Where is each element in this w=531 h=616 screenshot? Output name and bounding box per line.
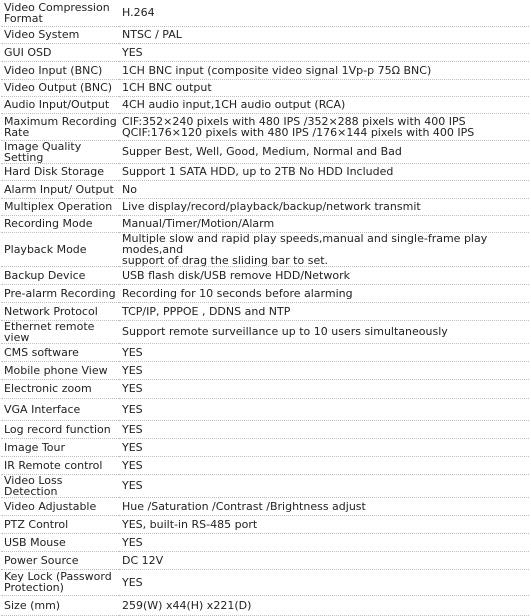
spec-value: Support remote surveillance up to 10 users simultaneously [119, 320, 529, 343]
spec-row [1, 43, 529, 61]
spec-key: Alarm Input/ Output [1, 180, 119, 198]
spec-value: 259(W) x44(H) x221(D) [119, 595, 529, 615]
spec-value: YES [119, 43, 529, 61]
spec-row [1, 420, 529, 438]
spec-key: GUI OSD [1, 43, 119, 61]
spec-row [1, 163, 529, 180]
spec-key: Key Lock (Password Protection) [1, 569, 119, 595]
spec-row [1, 26, 529, 43]
spec-value: USB flash disk/USB remove HDD/Network [119, 266, 529, 284]
spec-key: Maximum Recording Rate [1, 113, 119, 140]
spec-value: No [119, 180, 529, 198]
spec-row [1, 551, 529, 569]
spec-value: 4CH audio input,1CH audio output (RCA) [119, 96, 529, 113]
spec-key: Electronic zoom [1, 379, 119, 398]
spec-row [1, 302, 529, 320]
spec-row [1, 343, 529, 361]
spec-row [1, 61, 529, 79]
spec-key: Image Tour [1, 438, 119, 456]
spec-value: Multiple slow and rapid play speeds,manual and single-frame play modes,and support of drag the sliding bar to set. [119, 232, 529, 266]
spec-value: YES, built-in RS-485 port [119, 515, 529, 533]
spec-value: H.264 [119, 0, 529, 26]
spec-row [1, 361, 529, 379]
spec-key: Log record function [1, 420, 119, 438]
spec-key: CMS software [1, 343, 119, 361]
spec-value: YES [119, 379, 529, 398]
spec-key: Video Loss Detection [1, 474, 119, 497]
spec-key: Image Quality Setting [1, 140, 119, 163]
spec-key: Pre-alarm Recording [1, 284, 119, 302]
spec-value: Supper Best, Well, Good, Medium, Normal and Bad [119, 140, 529, 163]
spec-key: IR Remote control [1, 456, 119, 474]
spec-key: Size (mm) [1, 595, 119, 615]
spec-row [1, 379, 529, 398]
spec-key: VGA Interface [1, 398, 119, 420]
spec-value: TCP/IP, PPPOE , DDNS and NTP [119, 302, 529, 320]
spec-key: Backup Device [1, 266, 119, 284]
spec-key: Video Compression Format [1, 0, 119, 26]
spec-value: YES [119, 420, 529, 438]
spec-key: PTZ Control [1, 515, 119, 533]
spec-value: 1CH BNC output [119, 79, 529, 96]
spec-value: 1CH BNC input (composite video signal 1Vp-p 75Ω BNC) [119, 61, 529, 79]
spec-row [1, 320, 529, 343]
spec-key: Network Protocol [1, 302, 119, 320]
spec-row [1, 113, 529, 140]
spec-row [1, 569, 529, 595]
spec-row [1, 595, 529, 615]
spec-value: YES [119, 438, 529, 456]
spec-value: Live display/record/playback/backup/network transmit [119, 198, 529, 215]
spec-value: DC 12V [119, 551, 529, 569]
spec-row [1, 96, 529, 113]
spec-value: YES [119, 343, 529, 361]
spec-key: Ethernet remote view [1, 320, 119, 343]
spec-value: Hue /Saturation /Contrast /Brightness adjust [119, 497, 529, 515]
spec-row [1, 140, 529, 163]
spec-key: Power Source [1, 551, 119, 569]
spec-row [1, 266, 529, 284]
spec-table [1, 0, 529, 616]
spec-key: Playback Mode [1, 232, 119, 266]
spec-row [1, 215, 529, 232]
spec-value: NTSC / PAL [119, 26, 529, 43]
spec-value: CIF:352×240 pixels with 480 IPS /352×288 pixels with 400 IPS QCIF:176×120 pixels with 480 IPS /176×144 pixels with 400 IPS [119, 113, 529, 140]
spec-value: Recording for 10 seconds before alarming [119, 284, 529, 302]
spec-row [1, 0, 529, 26]
spec-value: YES [119, 398, 529, 420]
spec-value: YES [119, 474, 529, 497]
spec-row [1, 79, 529, 96]
spec-key: Audio Input/Output [1, 96, 119, 113]
spec-key: Video Output (BNC) [1, 79, 119, 96]
spec-value: YES [119, 361, 529, 379]
spec-value: Manual/Timer/Motion/Alarm [119, 215, 529, 232]
spec-row [1, 198, 529, 215]
spec-row [1, 533, 529, 551]
spec-key: Mobile phone View [1, 361, 119, 379]
spec-value: YES [119, 533, 529, 551]
spec-row [1, 284, 529, 302]
spec-key: USB Mouse [1, 533, 119, 551]
spec-row [1, 180, 529, 198]
spec-row [1, 497, 529, 515]
spec-value: YES [119, 569, 529, 595]
spec-key: Video System [1, 26, 119, 43]
spec-key: Recording Mode [1, 215, 119, 232]
spec-key: Hard Disk Storage [1, 163, 119, 180]
spec-row [1, 438, 529, 456]
spec-row [1, 232, 529, 266]
spec-key: Multiplex Operation [1, 198, 119, 215]
spec-row [1, 515, 529, 533]
spec-row [1, 398, 529, 420]
spec-row [1, 474, 529, 497]
spec-value: YES [119, 456, 529, 474]
spec-key: Video Adjustable [1, 497, 119, 515]
spec-row [1, 456, 529, 474]
spec-value: Support 1 SATA HDD, up to 2TB No HDD Included [119, 163, 529, 180]
spec-key: Video Input (BNC) [1, 61, 119, 79]
